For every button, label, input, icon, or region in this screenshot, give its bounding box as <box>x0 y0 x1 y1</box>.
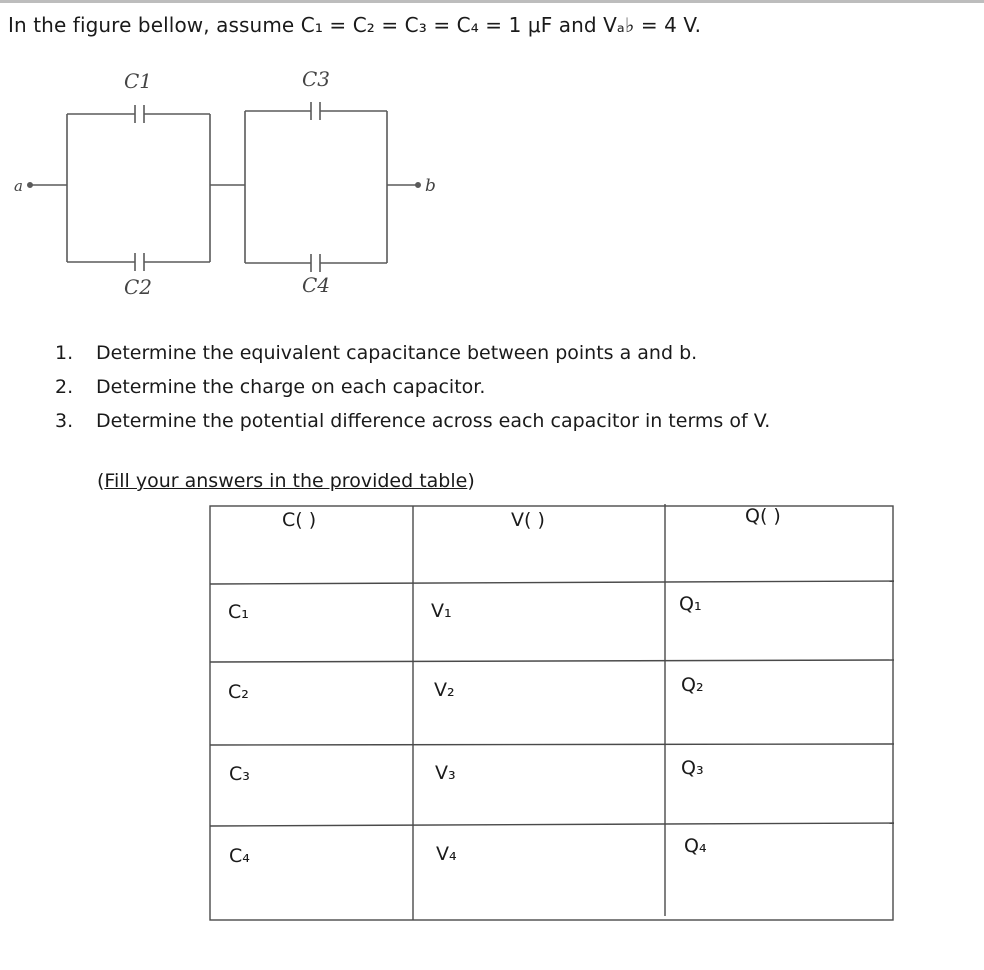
instruction-open-paren: ( <box>97 470 105 492</box>
node-b <box>416 183 420 187</box>
header-charge: Q( ) <box>745 505 781 527</box>
label-c4: C4 <box>302 273 331 297</box>
cell-q4: Q₄ <box>684 835 707 857</box>
header-capacitance: C( ) <box>282 509 317 531</box>
cell-c4: C₄ <box>229 845 250 867</box>
cell-v4: V₄ <box>436 843 457 865</box>
instruction-close-paren: ) <box>467 470 475 492</box>
question-text: Determine the charge on each capacitor. <box>96 376 486 398</box>
header-voltage: V( ) <box>511 509 545 531</box>
cell-v2: V₂ <box>434 679 455 701</box>
label-c1: C1 <box>124 69 153 93</box>
question-number: 2. <box>55 376 74 398</box>
cell-v3: V₃ <box>435 762 456 784</box>
question-text: Determine the potential difference across each capacitor in terms of V. <box>96 410 771 432</box>
scan-top-edge <box>0 0 984 3</box>
table-header-divider <box>210 581 894 584</box>
question-text: Determine the equivalent capacitance between points a and b. <box>96 342 698 364</box>
question-item <box>55 404 770 438</box>
cell-q2: Q₂ <box>681 674 704 696</box>
circuit-diagram <box>0 60 984 300</box>
question-list <box>55 336 770 438</box>
answer-table <box>209 498 899 926</box>
problem-statement: In the figure bellow, assume C₁ = C₂ = C₃ = C₄ = 1 μF and Vₐ♭ = 4 V. <box>8 13 702 37</box>
label-a: a <box>14 177 23 195</box>
node-a <box>28 183 32 187</box>
label-b: b <box>425 176 436 196</box>
instruction-text: Fill your answers in the provided table <box>104 470 468 492</box>
question-number: 3. <box>55 410 74 432</box>
cell-c3: C₃ <box>229 763 250 785</box>
table-instruction <box>97 470 475 492</box>
question-number: 1. <box>55 342 74 364</box>
label-c3: C3 <box>302 67 331 91</box>
cell-q1: Q₁ <box>679 593 702 615</box>
cell-v1: V₁ <box>431 600 452 622</box>
cell-c1: C₁ <box>228 601 249 623</box>
question-item <box>55 336 770 370</box>
cell-q3: Q₃ <box>681 757 704 779</box>
question-item <box>55 370 770 404</box>
cell-c2: C₂ <box>228 681 249 703</box>
label-c2: C2 <box>124 275 153 299</box>
